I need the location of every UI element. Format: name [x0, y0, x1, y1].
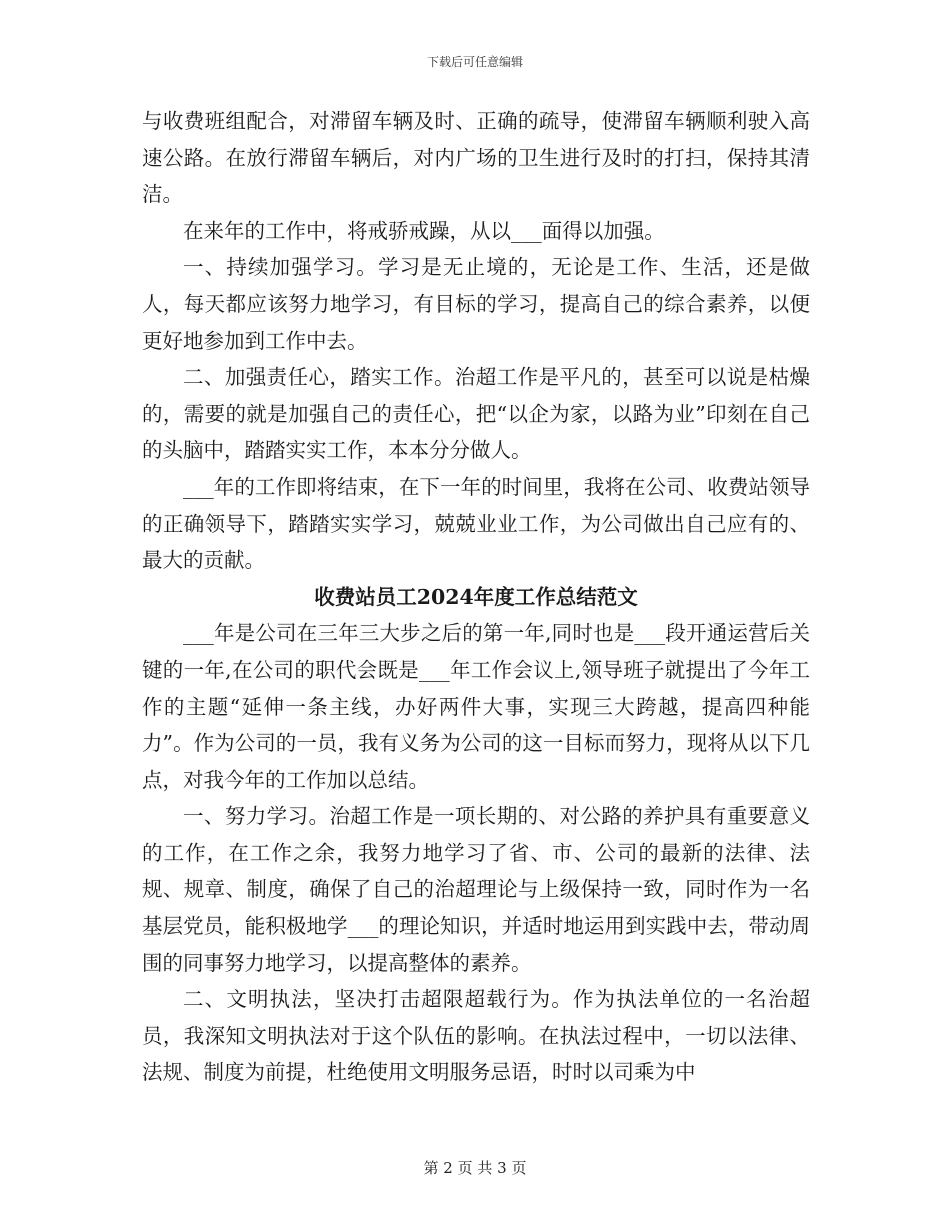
paragraph: ___年是公司在三年三大步之后的第一年,同时也是___段开通运营后关键的一年,在公司的职代会既是___年工作会议上,领导班子就提出了今年工作的主题“延伸一条主线，办好两件大事，实现三大跨越，提高四种能力”。作为公司的一员，我有义务为公司的这一目标而努力，现将从以下几点，对我今年的工作加以总结。: [142, 621, 810, 792]
paragraph: 二、文明执法，坚决打击超限超载行为。作为执法单位的一名治超员，我深知文明执法对于这个队伍的影响。在执法过程中，一切以法律、法规、制度为前提，杜绝使用文明服务忌语，时时以司乘为中: [142, 987, 810, 1085]
section-title: 收费站员工2024年度工作总结范文: [314, 584, 638, 609]
paragraph: 与收费班组配合，对滞留车辆及时、正确的疏导，使滞留车辆顺利驶入高速公路。在放行滞留车辆后，对内广场的卫生进行及时的打扫，保持其清洁。: [142, 109, 810, 207]
page-header: 下载后可任意编辑: [426, 55, 523, 69]
paragraph: 一、努力学习。治超工作是一项长期的、对公路的养护具有重要意义的工作，在工作之余，我努力地学习了省、市、公司的最新的法律、法规、规章、制度，确保了自己的治超理论与上级保持一致，同时作为一名基层党员，能积极地学___的理论知识，并适时地运用到实践中去，带动周围的同事努力地学习，以提高整体的素养。: [142, 804, 810, 975]
page-footer: 第 2 页 共 3 页: [423, 1159, 527, 1177]
paragraph: 二、加强责任心，踏实工作。治超工作是平凡的，甚至可以说是枯燥的，需要的就是加强自己的责任心，把“以企为家，以路为业”印刻在自己的头脑中，踏踏实实工作，本本分分做人。: [142, 365, 810, 463]
paragraph: ___年的工作即将结束，在下一年的时间里，我将在公司、收费站领导的正确领导下，踏踏实实学习，兢兢业业工作，为公司做出自己应有的、最大的贡献。: [142, 474, 810, 573]
document-body: [142, 103, 810, 1091]
paragraph: 一、持续加强学习。学习是无止境的，无论是工作、生活，还是做人，每天都应该努力地学习，有目标的学习，提高自己的综合素养，以便更好地参加到工作中去。: [142, 255, 810, 353]
paragraph: 在来年的工作中，将戒骄戒躁，从以___面得以加强。: [183, 218, 665, 243]
